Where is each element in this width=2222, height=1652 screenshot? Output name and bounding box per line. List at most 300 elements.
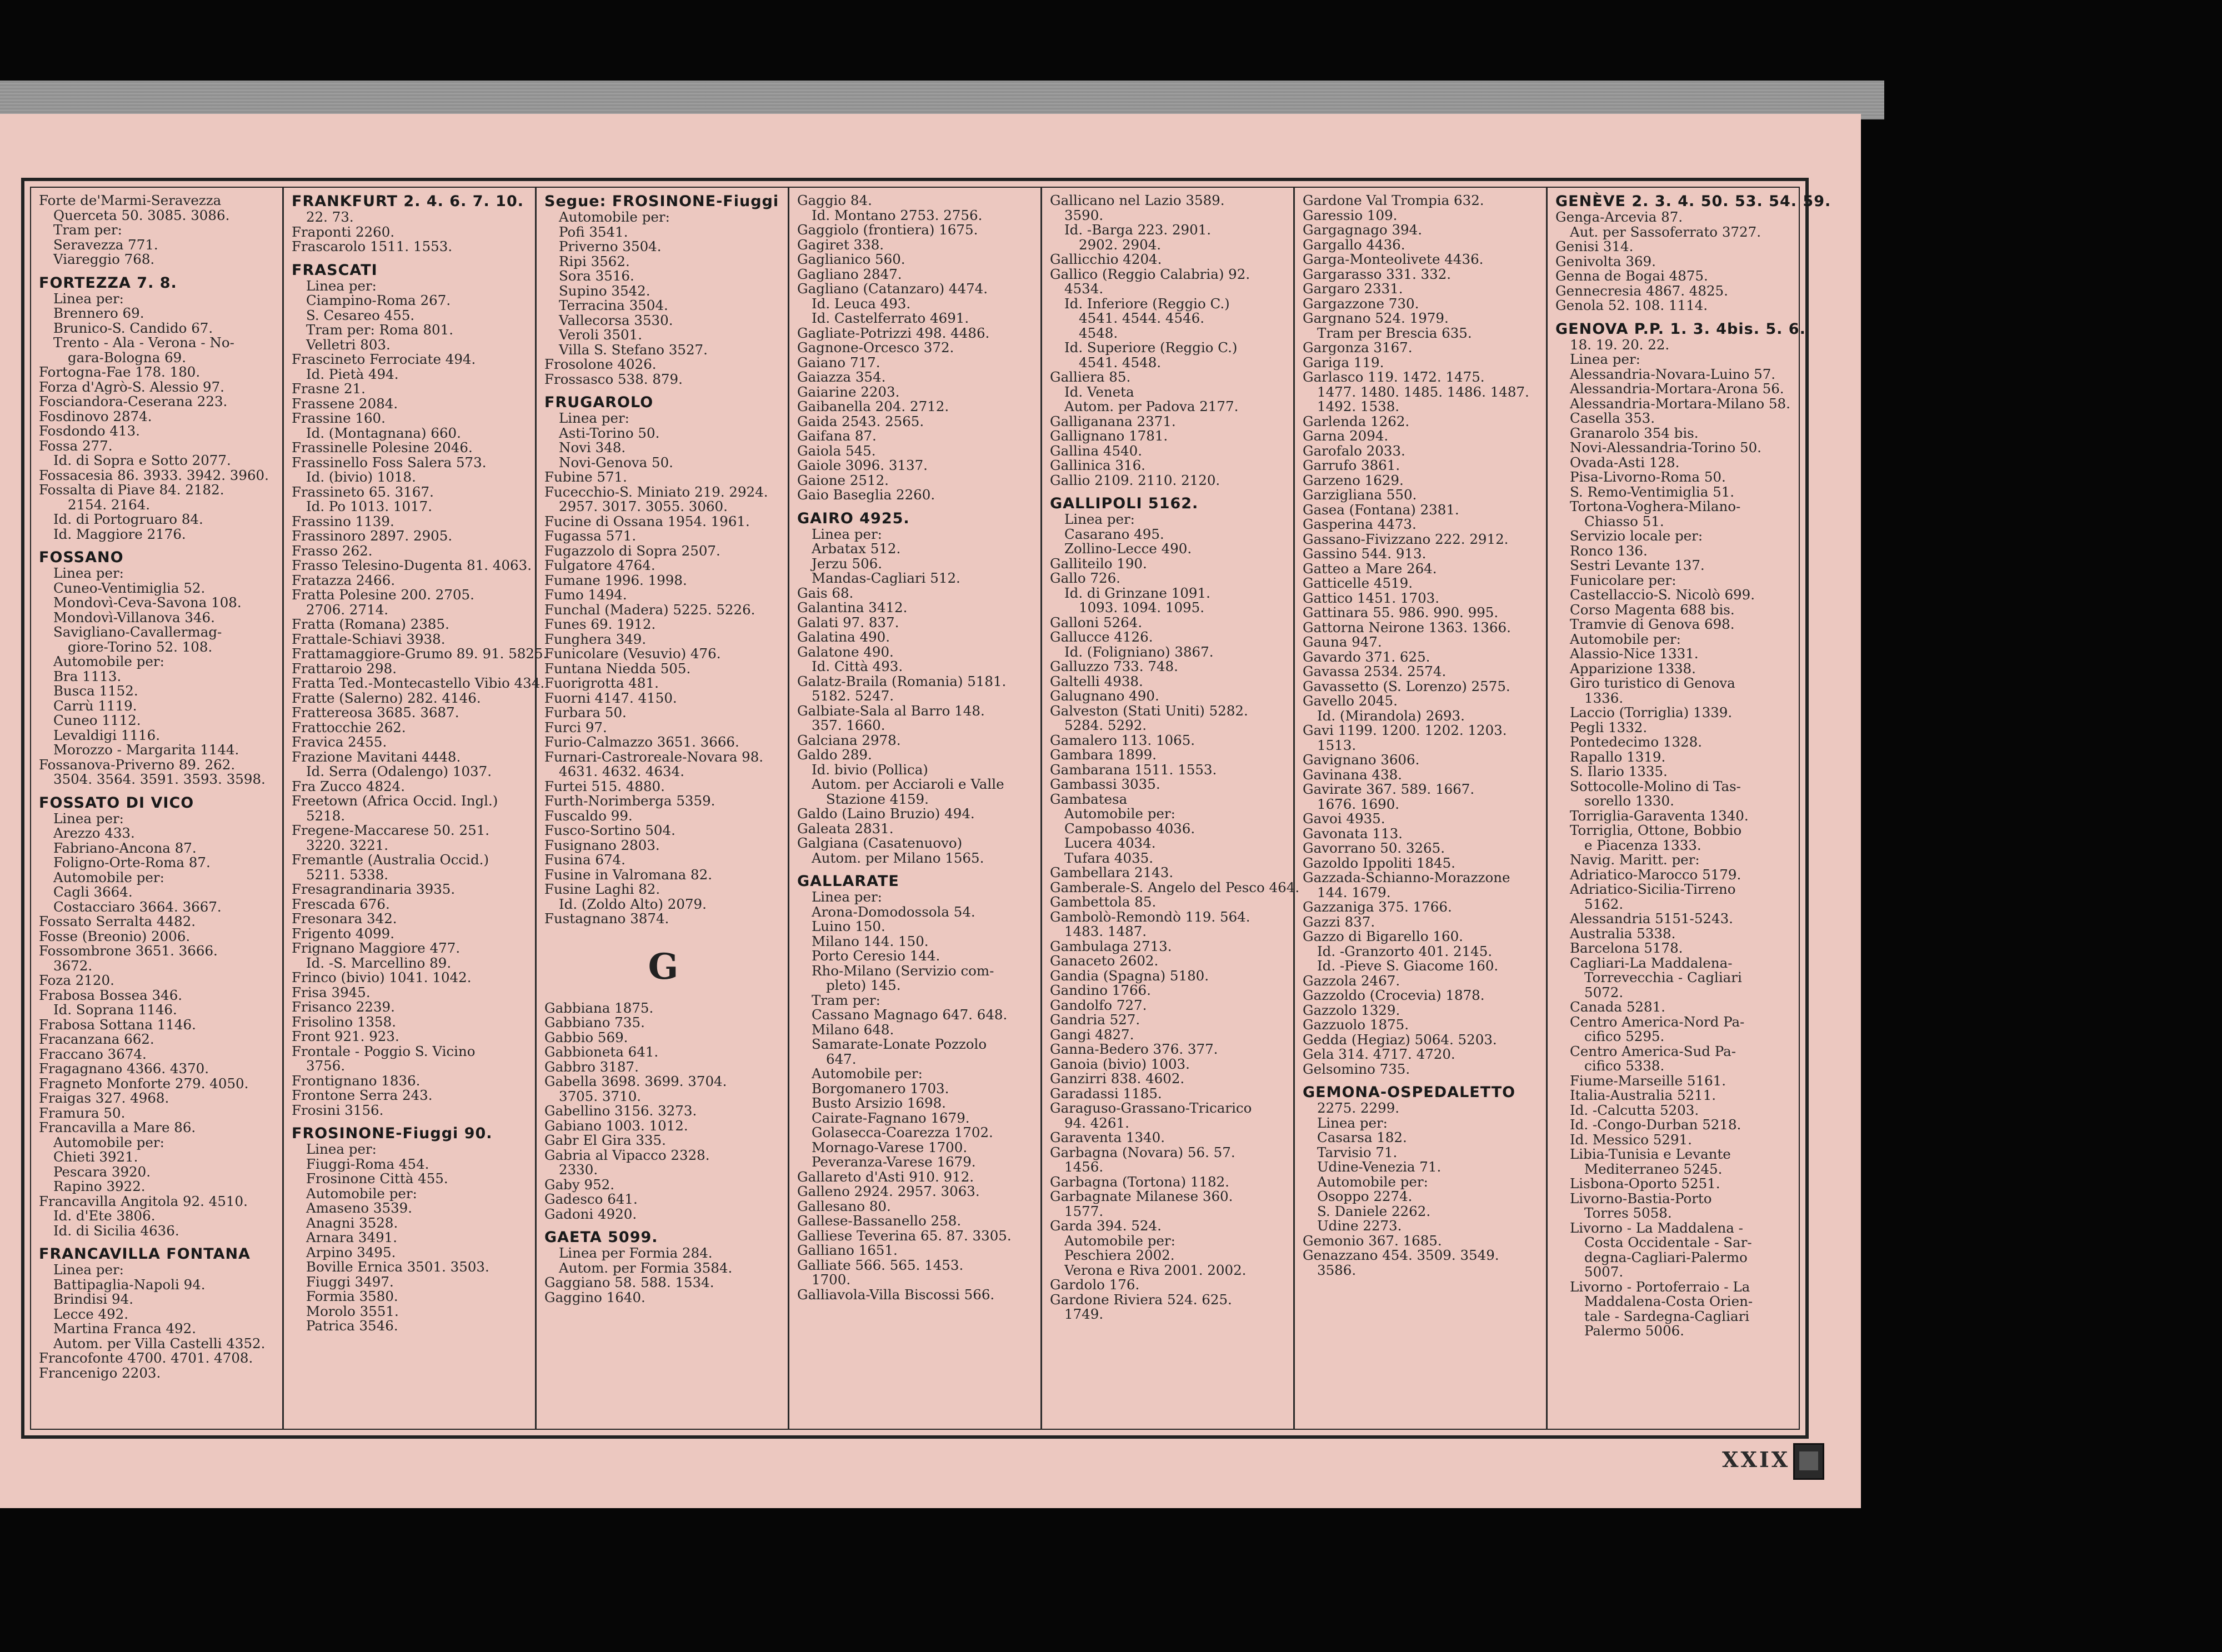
index-entry: pleto) 145.	[826, 977, 901, 993]
index-entry: Garbagnate Milanese 360.	[1050, 1188, 1233, 1204]
index-entry: Id. (Mirandola) 2693.	[1317, 707, 1465, 724]
index-entry: Morozzo - Margarita 1144.	[53, 742, 239, 758]
index-entry: cifico 5338.	[1584, 1058, 1665, 1074]
index-entry: Giro turistico di Genova	[1570, 675, 1735, 691]
index-entry: Tram per: Roma 801.	[306, 322, 453, 338]
index-entry: Galati 97. 837.	[797, 614, 899, 630]
index-entry: Linea per:	[306, 277, 377, 294]
index-heading: FRANKFURT 2. 4. 6. 7. 10.	[292, 193, 524, 210]
index-entry: Gaiazza 354.	[797, 369, 886, 385]
index-column-7	[1548, 188, 1831, 1429]
index-entry: Garda 394. 524.	[1050, 1218, 1162, 1234]
index-entry: Frosini 3156.	[292, 1102, 384, 1118]
index-entry: 4534.	[1064, 281, 1104, 297]
index-entry: Sora 3516.	[559, 268, 634, 284]
index-entry: Costa Occidentale - Sar-	[1584, 1234, 1752, 1250]
index-entry: Fratta (Romana) 2385.	[292, 616, 449, 632]
index-entry: Fosciandora-Ceserana 223.	[39, 393, 228, 409]
index-entry: Gazzolo 1329.	[1303, 1002, 1400, 1018]
index-entry: Udine-Venezia 71.	[1317, 1159, 1442, 1175]
index-entry: Gaiole 3096. 3137.	[797, 457, 928, 473]
index-entry: Viareggio 768.	[53, 251, 155, 267]
index-column-5	[1042, 188, 1300, 1429]
index-entry: Gavignano 3606.	[1303, 752, 1420, 768]
index-entry: S. Remo-Ventimiglia 51.	[1570, 483, 1735, 500]
index-entry: Galliese Teverina 65. 87. 3305.	[797, 1227, 1012, 1244]
index-entry: Torrevecchia - Cagliari	[1584, 969, 1742, 985]
index-entry: Furth-Norimberga 5359.	[544, 793, 715, 809]
index-column-6	[1295, 188, 1548, 1429]
index-entry: Mondovì-Ceva-Savona 108.	[53, 594, 242, 610]
index-entry: Id. (Montagnana) 660.	[306, 424, 461, 441]
index-entry: Genazzano 454. 3509. 3549.	[1303, 1247, 1499, 1263]
index-entry: Fusine in Valromana 82.	[544, 866, 712, 883]
index-entry: Gabbiano 735.	[544, 1014, 645, 1030]
index-entry: Frattereosa 3685. 3687.	[292, 704, 459, 720]
index-entry: 3504. 3564. 3591. 3593. 3598.	[53, 771, 266, 787]
index-entry: Cuneo-Ventimiglia 52.	[53, 579, 206, 596]
index-entry: Alessandria-Mortara-Milano 58.	[1570, 395, 1790, 412]
index-entry: Maddalena-Costa Orien-	[1584, 1293, 1753, 1309]
index-entry: Fragagnano 4366. 4370.	[39, 1060, 209, 1077]
index-entry: Garessio 109.	[1303, 207, 1398, 223]
index-entry: Frossasco 538. 879.	[544, 371, 683, 387]
index-entry: cifico 5295.	[1584, 1028, 1665, 1044]
index-entry: Genna de Bogai 4875.	[1555, 268, 1708, 284]
index-entry: Linea per:	[306, 1141, 377, 1157]
index-entry: Cairate-Fagnano 1679.	[812, 1109, 970, 1126]
index-entry: Gaggino 1640.	[544, 1289, 645, 1305]
index-entry: Casarano 495.	[1064, 525, 1164, 542]
index-entry: Frascineto Ferrociate 494.	[292, 351, 476, 367]
index-entry: 144. 1679.	[1317, 884, 1391, 900]
index-entry: Id. (Zoldo Alto) 2079.	[559, 895, 707, 912]
index-entry: sorello 1330.	[1584, 793, 1674, 809]
index-entry: Fumo 1494.	[544, 587, 627, 603]
index-entry: 18. 19. 20. 22.	[1570, 336, 1670, 353]
index-entry: Fossombrone 3651. 3666.	[39, 943, 218, 959]
index-entry: Autom. per Acciaroli e Valle	[812, 776, 1004, 792]
index-entry: Gattico 1451. 1703.	[1303, 589, 1440, 606]
index-entry: Arona-Domodossola 54.	[812, 903, 975, 920]
index-entry: Supino 3542.	[559, 282, 650, 299]
index-entry: Fregene-Maccarese 50. 251.	[292, 822, 490, 838]
index-entry: Laccio (Torriglia) 1339.	[1570, 704, 1733, 720]
index-entry: Frazione Mavitani 4448.	[292, 748, 461, 765]
index-entry: Gamalero 113. 1065.	[1050, 732, 1195, 748]
index-entry: Gambettola 85.	[1050, 894, 1157, 910]
index-entry: Fosdinovo 2874.	[39, 408, 152, 424]
index-entry: Torriglia-Garaventa 1340.	[1570, 807, 1749, 824]
index-entry: Ciampino-Roma 267.	[306, 292, 451, 308]
index-entry: 1477. 1480. 1485. 1486. 1487.	[1317, 383, 1529, 400]
index-entry: Gallo 726.	[1050, 570, 1120, 586]
index-entry: Frabosa Sottana 1146.	[39, 1016, 196, 1033]
index-frame-inner	[30, 187, 1831, 1430]
index-entry: Fiume-Marseille 5161.	[1570, 1072, 1726, 1089]
index-entry: Mediterraneo 5245.	[1584, 1160, 1723, 1177]
index-entry: Fresagrandinaria 3935.	[292, 881, 456, 897]
index-entry: Automobile per:	[1064, 805, 1175, 822]
index-entry: Gabria al Vipacco 2328.	[544, 1147, 710, 1163]
index-entry: Rapallo 1319.	[1570, 748, 1666, 765]
index-entry: Tortona-Voghera-Milano-	[1570, 498, 1741, 514]
index-entry: Tufara 4035.	[1064, 849, 1154, 866]
index-entry: Milano 648.	[812, 1021, 894, 1038]
index-entry: Livorno - La Maddalena -	[1570, 1219, 1743, 1236]
index-entry: Fumane 1996. 1998.	[544, 572, 687, 588]
index-entry: Gaione 2512.	[797, 472, 889, 488]
index-entry: Arnara 3491.	[306, 1229, 398, 1245]
index-entry: Arpino 3495.	[306, 1244, 396, 1260]
index-entry: Gavirate 367. 589. 1667.	[1303, 781, 1475, 797]
index-heading: FRUGAROLO	[544, 394, 654, 411]
index-entry: Automobile per:	[1064, 1232, 1175, 1249]
index-entry: Gabbio 569.	[544, 1029, 628, 1045]
index-entry: Linea per:	[812, 525, 882, 542]
index-entry: Furnari-Castroreale-Novara 98.	[544, 748, 764, 765]
index-entry: Gaggiolo (frontiera) 1675.	[797, 222, 978, 238]
index-entry: Id. bivio (Pollica)	[812, 761, 928, 778]
index-entry: Patrica 3546.	[306, 1318, 398, 1334]
index-entry: Amaseno 3539.	[306, 1200, 413, 1216]
index-entry: Frascarolo 1511. 1553.	[292, 238, 453, 254]
index-entry: Gambarana 1511. 1553.	[1050, 761, 1217, 778]
index-entry: Galdo (Laino Bruzio) 494.	[797, 805, 975, 822]
index-entry: 2154. 2164.	[68, 496, 151, 513]
index-entry: Gazzaniga 375. 1766.	[1303, 899, 1452, 915]
index-entry: Linea per:	[1570, 351, 1640, 367]
index-entry: Genivolta 369.	[1555, 253, 1656, 269]
index-entry: Gaby 952.	[544, 1176, 615, 1193]
index-entry: Fossa 277.	[39, 437, 113, 454]
thumb-index-mark	[1799, 1451, 1818, 1470]
index-entry: Fucecchio-S. Miniato 219. 2924.	[544, 483, 768, 500]
index-entry: Stazione 4159.	[826, 790, 929, 807]
index-entry: Francofonte 4700. 4701. 4708.	[39, 1350, 253, 1366]
index-entry: 5284. 5292.	[1064, 717, 1147, 733]
index-entry: Autom. per Padova 2177.	[1064, 398, 1239, 414]
index-entry: Id. di Sopra e Sotto 2077.	[53, 452, 231, 468]
index-entry: Galliavola-Villa Biscossi 566.	[797, 1286, 995, 1303]
index-entry: Casella 353.	[1570, 410, 1655, 426]
index-entry: Gaida 2543. 2565.	[797, 413, 924, 429]
index-entry: Fosdondo 413.	[39, 423, 140, 439]
index-entry: giore-Torino 52. 108.	[68, 638, 213, 655]
index-entry: Gadoni 4920.	[544, 1205, 637, 1222]
index-heading: GENÈVE 2. 3. 4. 50. 53. 54. 59.	[1555, 193, 1831, 210]
index-entry: Galatina 490.	[797, 629, 890, 645]
index-entry: 3586.	[1317, 1261, 1357, 1278]
index-entry: 5218.	[306, 807, 346, 824]
index-entry: Linea per:	[53, 565, 124, 581]
index-column-1	[31, 188, 284, 1429]
index-entry: Borgomanero 1703.	[812, 1080, 949, 1097]
index-entry: Martina Franca 492.	[53, 1320, 197, 1336]
index-entry: Linea per:	[559, 410, 629, 426]
index-entry: Adriatico-Sicilia-Tirreno	[1570, 881, 1736, 897]
index-entry: Fusignano 2803.	[544, 837, 660, 853]
index-entry: Id. Pietà 494.	[306, 366, 399, 382]
index-entry: Gazoldo Ippoliti 1845.	[1303, 854, 1455, 871]
index-entry: Frontale - Poggio S. Vicino	[292, 1043, 476, 1059]
index-heading: FORTEZZA 7. 8.	[39, 274, 177, 292]
index-entry: Gazzi 837.	[1303, 913, 1375, 930]
index-entry: Galliano 1651.	[797, 1242, 898, 1258]
index-entry: Casarsa 182.	[1317, 1129, 1407, 1145]
index-entry: Gasea (Fontana) 2381.	[1303, 501, 1459, 518]
index-entry: Chieti 3921.	[53, 1149, 138, 1165]
index-entry: Golasecca-Coarezza 1702.	[812, 1124, 993, 1140]
index-entry: Front 921. 923.	[292, 1028, 399, 1044]
index-entry: Alassio-Nice 1331.	[1570, 645, 1699, 662]
index-entry: 1456.	[1064, 1159, 1104, 1175]
index-entry: Fucine di Ossana 1954. 1961.	[544, 513, 750, 529]
index-heading: FOSSATO DI VICO	[39, 794, 194, 812]
index-entry: Livorno - Portoferraio - La	[1570, 1278, 1750, 1295]
index-entry: Gallareto d'Asti 910. 912.	[797, 1168, 974, 1185]
index-entry: Gennecresia 4867. 4825.	[1555, 282, 1728, 299]
index-entry: Id. d'Ete 3806.	[53, 1208, 156, 1224]
index-entry: Brunico-S. Candido 67.	[53, 319, 213, 336]
index-entry: Forte de'Marmi-Seravezza	[39, 192, 222, 208]
index-entry: Galleno 2924. 2957. 3063.	[797, 1183, 980, 1199]
index-entry: Fresonara 342.	[292, 910, 397, 927]
index-entry: Lisbona-Oporto 5251.	[1570, 1175, 1720, 1192]
index-entry: Querceta 50. 3085. 3086.	[53, 207, 230, 223]
index-entry: Pofi 3541.	[559, 223, 628, 240]
index-entry: 1577.	[1064, 1203, 1104, 1219]
index-entry: Galdo 289.	[797, 747, 872, 763]
index-entry: Udine 2273.	[1317, 1218, 1402, 1234]
index-entry: Gavoi 4935.	[1303, 810, 1385, 827]
index-entry: 2902. 2904.	[1079, 236, 1162, 253]
index-entry: Palermo 5006.	[1584, 1323, 1684, 1339]
index-entry: Frassinoro 2897. 2905.	[292, 528, 453, 544]
index-entry: Fubine 571.	[544, 469, 627, 485]
index-entry: 5072.	[1584, 984, 1624, 1000]
index-entry: Foligno-Orte-Roma 87.	[53, 854, 211, 870]
index-heading: GENOVA P.P. 1. 3. 4bis. 5. 6.	[1555, 320, 1806, 338]
index-entry: Id. Soprana 1146.	[53, 1002, 177, 1018]
thumb-index-tab	[1793, 1443, 1824, 1480]
index-entry: Busto Arsizio 1698.	[812, 1095, 946, 1111]
index-entry: Gavinana 438.	[1303, 766, 1402, 783]
index-entry: Gattorna Neirone 1363. 1366.	[1303, 619, 1511, 635]
index-entry: Furtei 515. 4880.	[544, 778, 665, 794]
index-entry: Chiasso 51.	[1584, 513, 1664, 529]
index-entry: Automobile per:	[53, 869, 164, 885]
index-entry: Australia 5338.	[1570, 925, 1676, 942]
index-entry: Fusina 674.	[544, 852, 625, 868]
index-column-3	[537, 188, 789, 1429]
index-entry: Fiuggi-Roma 454.	[306, 1155, 429, 1172]
index-entry: Sottocolle-Molino di Tas-	[1570, 778, 1741, 794]
index-entry: Lecce 492.	[53, 1305, 129, 1322]
index-entry: Gargaro 2331.	[1303, 281, 1403, 297]
index-entry: Fustagnano 3874.	[544, 910, 669, 927]
index-entry: Milano 144. 150.	[812, 933, 929, 949]
index-entry: Gavello 2045.	[1303, 693, 1398, 709]
index-entry: Id. Castelferrato 4691.	[812, 310, 969, 326]
index-entry: Corso Magenta 688 bis.	[1570, 601, 1735, 618]
index-entry: Villa S. Stefano 3527.	[559, 341, 708, 358]
index-entry: Rapino 3922.	[53, 1178, 146, 1194]
index-entry: Gagiret 338.	[797, 236, 884, 253]
index-entry: Rho-Milano (Servizio com-	[812, 962, 994, 979]
index-entry: Verona e Riva 2001. 2002.	[1064, 1261, 1247, 1278]
page-number: XXIX	[1722, 1447, 1790, 1472]
index-entry: Galveston (Stati Uniti) 5282.	[1050, 702, 1248, 719]
index-entry: Gallucce 4126.	[1050, 629, 1153, 645]
index-column-2	[284, 188, 548, 1429]
index-entry: Gassino 544. 913.	[1303, 545, 1427, 562]
index-entry: Gaio Baseglia 2260.	[797, 487, 935, 503]
index-entry: Galliera 85.	[1050, 369, 1131, 385]
index-entry: Garbagna (Tortona) 1182.	[1050, 1173, 1229, 1190]
index-entry: Frattamaggiore-Grumo 89. 91. 5825.	[292, 645, 548, 662]
index-entry: Garzeno 1629.	[1303, 472, 1404, 488]
index-entry: Gelsomino 735.	[1303, 1060, 1410, 1077]
index-entry: 94. 4261.	[1064, 1114, 1129, 1131]
index-entry: 4548.	[1079, 324, 1118, 341]
index-entry: Centro America-Nord Pa-	[1570, 1013, 1745, 1030]
index-entry: Francenigo 2203.	[39, 1364, 161, 1381]
index-entry: Fulgatore 4764.	[544, 557, 655, 573]
index-entry: Gambulaga 2713.	[1050, 938, 1172, 954]
index-entry: Gambassi 3035.	[1050, 776, 1160, 792]
index-entry: Gavi 1199. 1200. 1202. 1203.	[1303, 722, 1507, 738]
index-entry: 5211. 5338.	[306, 866, 389, 883]
index-entry: Asti-Torino 50.	[559, 424, 660, 441]
index-entry: Gagliano 2847.	[797, 266, 902, 282]
index-entry: Gabella 3698. 3699. 3704.	[544, 1073, 727, 1089]
index-entry: Alessandria-Mortara-Arona 56.	[1570, 381, 1784, 397]
index-entry: Genisi 314.	[1555, 238, 1634, 254]
index-entry: Gatteo a Mare 264.	[1303, 560, 1437, 577]
index-entry: Id. -Calcutta 5203.	[1570, 1102, 1699, 1118]
index-entry: Automobile per:	[53, 1134, 164, 1150]
index-entry: Galliteilo 190.	[1050, 555, 1147, 572]
index-entry: Id. di Sicilia 4636.	[53, 1222, 179, 1239]
index-entry: Fugassa 571.	[544, 528, 637, 544]
index-entry: Ganoia (bivio) 1003.	[1050, 1055, 1190, 1072]
index-entry: Fiuggi 3497.	[306, 1273, 394, 1290]
index-entry: Alessandria 5151-5243.	[1570, 910, 1733, 927]
index-entry: Galatone 490.	[797, 643, 894, 660]
index-entry: Gallio 2109. 2110. 2120.	[1050, 472, 1220, 488]
index-entry: Frassinello Foss Salera 573.	[292, 454, 487, 470]
index-entry: gara-Bologna 69.	[68, 349, 187, 366]
index-heading: FOSSANO	[39, 549, 124, 566]
index-entry: Id. Superiore (Reggio C.)	[1064, 339, 1238, 356]
index-entry: Ganaceto 2602.	[1050, 953, 1159, 969]
index-entry: Gaifana 87.	[797, 428, 877, 444]
index-entry: Frassino 1139.	[292, 513, 394, 529]
index-entry: Gargagnago 394.	[1303, 222, 1423, 238]
index-entry: Frigento 4099.	[292, 925, 395, 942]
index-entry: Bra 1113.	[53, 668, 122, 684]
index-entry: Gaiarine 2203.	[797, 383, 900, 400]
index-entry: Linea per:	[53, 810, 124, 827]
index-entry: Fra Zucco 4824.	[292, 778, 406, 794]
index-entry: Gallico (Reggio Calabria) 92.	[1050, 266, 1250, 282]
index-entry: Fusine Laghi 82.	[544, 881, 660, 897]
index-entry: 1749.	[1064, 1306, 1104, 1322]
index-entry: Terracina 3504.	[559, 297, 668, 313]
index-entry: Ronco 136.	[1570, 542, 1648, 559]
index-column-4	[789, 188, 1042, 1429]
index-entry: Gagliate-Potrizzi 498. 4486.	[797, 324, 990, 341]
index-entry: Automobile per:	[1317, 1173, 1428, 1190]
index-letter-heading: G	[648, 945, 679, 988]
index-entry: e Piacenza 1333.	[1584, 837, 1701, 853]
index-entry: Livorno-Bastia-Porto	[1570, 1190, 1712, 1207]
index-entry: Fossalta di Piave 84. 2182.	[39, 482, 224, 498]
index-entry: Galliate 566. 565. 1453.	[797, 1256, 964, 1273]
index-entry: Gambolò-Remondò 119. 564.	[1050, 908, 1250, 925]
index-entry: Trento - Ala - Verona - No-	[53, 334, 234, 351]
index-entry: Boville Ernica 3501. 3503.	[306, 1259, 489, 1275]
index-entry: Garbagna (Novara) 56. 57.	[1050, 1144, 1235, 1160]
index-entry: 4541. 4544. 4546.	[1079, 310, 1204, 326]
index-entry: Castellaccio-S. Nicolò 699.	[1570, 587, 1755, 603]
index-entry: Ganna-Bedero 376. 377.	[1050, 1041, 1218, 1057]
index-entry: Pegli 1332.	[1570, 719, 1648, 735]
index-entry: Priverno 3504.	[559, 238, 662, 254]
index-entry: Samarate-Lonate Pozzolo	[812, 1036, 987, 1052]
index-entry: Frattaroio 298.	[292, 660, 397, 677]
index-entry: Centro America-Sud Pa-	[1570, 1043, 1736, 1059]
index-entry: Pontedecimo 1328.	[1570, 734, 1703, 750]
index-entry: Gallicchio 4204.	[1050, 251, 1162, 267]
index-entry: Fratta Polesine 200. 2705.	[292, 587, 474, 603]
index-entry: Gais 68.	[797, 584, 854, 601]
index-entry: Linea per:	[53, 1261, 124, 1278]
index-entry: Gambatesa	[1050, 790, 1128, 807]
index-entry: Frabosa Bossea 346.	[39, 987, 183, 1003]
index-entry: Gavassetto (S. Lorenzo) 2575.	[1303, 678, 1510, 694]
index-entry: Gambara 1899.	[1050, 747, 1157, 763]
index-entry: Gaibanella 204. 2712.	[797, 398, 949, 414]
index-entry: Funtana Niedda 505.	[544, 660, 691, 677]
index-entry: Garzigliana 550.	[1303, 487, 1417, 503]
index-entry: Ripi 3562.	[559, 253, 630, 269]
index-entry: Mandas-Cagliari 512.	[812, 570, 960, 586]
index-entry: Cagliari-La Maddalena-	[1570, 954, 1733, 971]
index-entry: Frassinelle Polesine 2046.	[292, 439, 473, 455]
index-entry: Garlasco 119. 1472. 1475.	[1303, 369, 1485, 385]
index-entry: Gargonza 3167.	[1303, 339, 1413, 356]
index-entry: Linea per:	[1317, 1114, 1388, 1131]
index-entry: 3672.	[53, 957, 93, 974]
index-entry: Gabbioneta 641.	[544, 1044, 659, 1060]
index-entry: Anagni 3528.	[306, 1214, 398, 1231]
index-entry: Frassene 2084.	[292, 395, 398, 412]
index-entry: Id. Inferiore (Reggio C.)	[1064, 295, 1230, 312]
index-entry: Gazzo di Bigarello 160.	[1303, 928, 1463, 944]
index-entry: Frasso 262.	[292, 542, 373, 559]
index-entry: Cassano Magnago 647. 648.	[812, 1007, 1008, 1023]
index-entry: Fuorigrotta 481.	[544, 675, 659, 691]
index-entry: Gandia (Spagna) 5180.	[1050, 967, 1209, 984]
index-entry: Gaiola 545.	[797, 442, 876, 459]
index-entry: Torriglia, Ottone, Bobbio	[1570, 822, 1742, 838]
index-entry: Gazzada-Schianno-Morazzone	[1303, 869, 1510, 885]
index-entry: Aut. per Sassoferrato 3727.	[1570, 223, 1761, 240]
index-entry: Fracanzana 662.	[39, 1031, 154, 1047]
index-entry: Porto Ceresio 144.	[812, 948, 940, 964]
